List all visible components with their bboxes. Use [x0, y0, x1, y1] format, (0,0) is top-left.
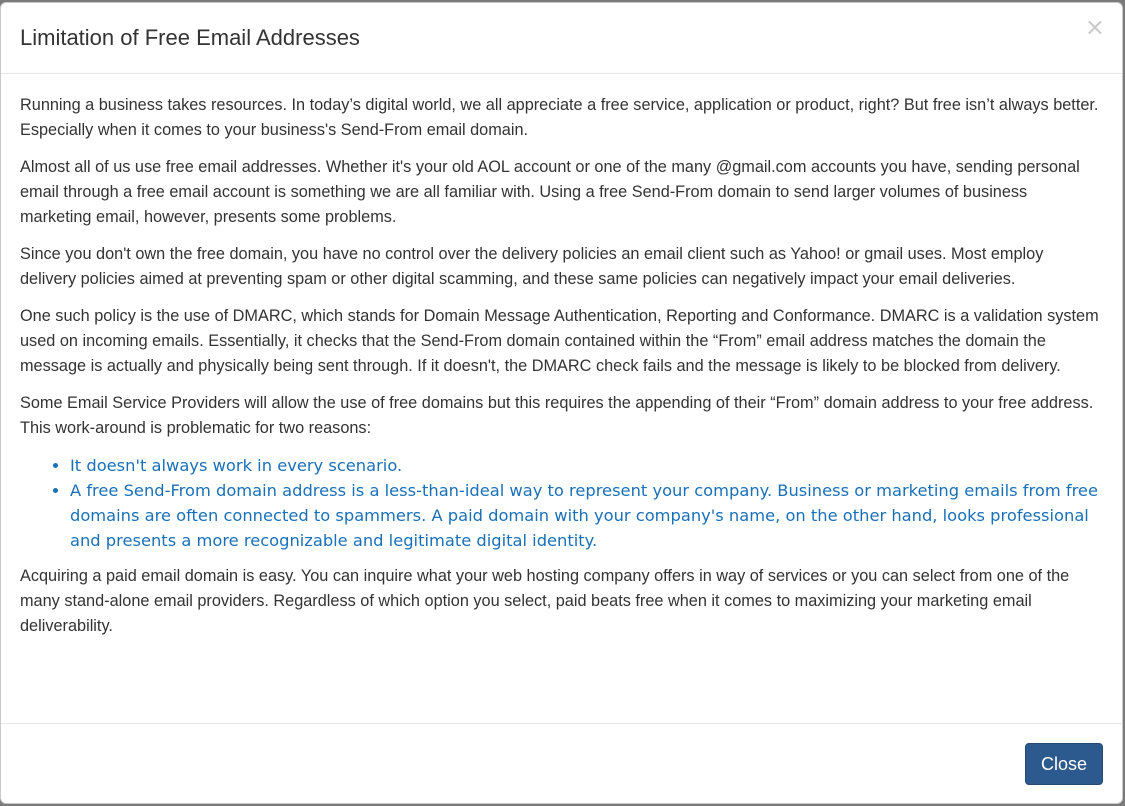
paragraph-dmarc: One such policy is the use of DMARC, which stands for Domain Message Authentication, Reporting and Conformance. DMARC is a validation system used on incoming emails. Essentially, it checks that the Send-From domain contained within the “From” email address matches the domain the message is actually and physically being sent through. If it doesn't, the DMARC check fails and the message is likely to be blocked from delivery.	[20, 307, 1099, 375]
modal-footer	[1, 724, 1122, 803]
close-button[interactable]: Close	[1025, 743, 1103, 785]
paragraph-delivery-policies: Since you don't own the free domain, you have no control over the delivery policies an email client such as Yahoo! or gmail uses. Most employ delivery policies aimed at preventing spam or other digital scamming, and these same policies can negatively impact your email deliveries.	[20, 245, 1044, 288]
modal-dialog	[0, 2, 1123, 804]
list-item: • It doesn't always work in every scenario.	[70, 453, 1103, 478]
modal-title: Limitation of Free Email Addresses	[20, 25, 360, 50]
paragraph-service-providers: Some Email Service Providers will allow the use of free domains but this requires the appending of their “From” domain address to your free address. This work-around is problematic for two reasons:	[20, 394, 1094, 437]
paragraph-closing: Acquiring a paid email domain is easy. You can inquire what your web hosting company offers in way of services or you can select from one of the many stand-alone email providers. Regardless of which option you select, paid beats free when it comes to maximizing your marketing email deliverability.	[20, 567, 1070, 635]
modal-header	[1, 3, 1122, 74]
modal-body	[1, 74, 1122, 724]
reasons-list	[20, 453, 1103, 553]
close-icon[interactable]: ×	[1084, 13, 1105, 41]
paragraph-free-addresses: Almost all of us use free email addresses. Whether it's your old AOL account or one of the many @gmail.com accounts you have, sending personal email through a free email account is something we are all familiar with. Using a free Send-From domain to send larger volumes of business marketing email, however, presents some problems.	[20, 158, 1080, 226]
list-item: • A free Send-From domain address is a less-than-ideal way to represent your company. Business or marketing emails from free domains are often connected to spammers. A paid domain with your company's name, on the other hand, looks professional and presents a more recognizable and legitimate digital identity.	[70, 478, 1103, 553]
paragraph-intro: Running a business takes resources. In today’s digital world, we all appreciate a free service, application or product, right? But free isn’t always better. Especially when it comes to your business's Send-From email domain.	[20, 96, 1099, 139]
